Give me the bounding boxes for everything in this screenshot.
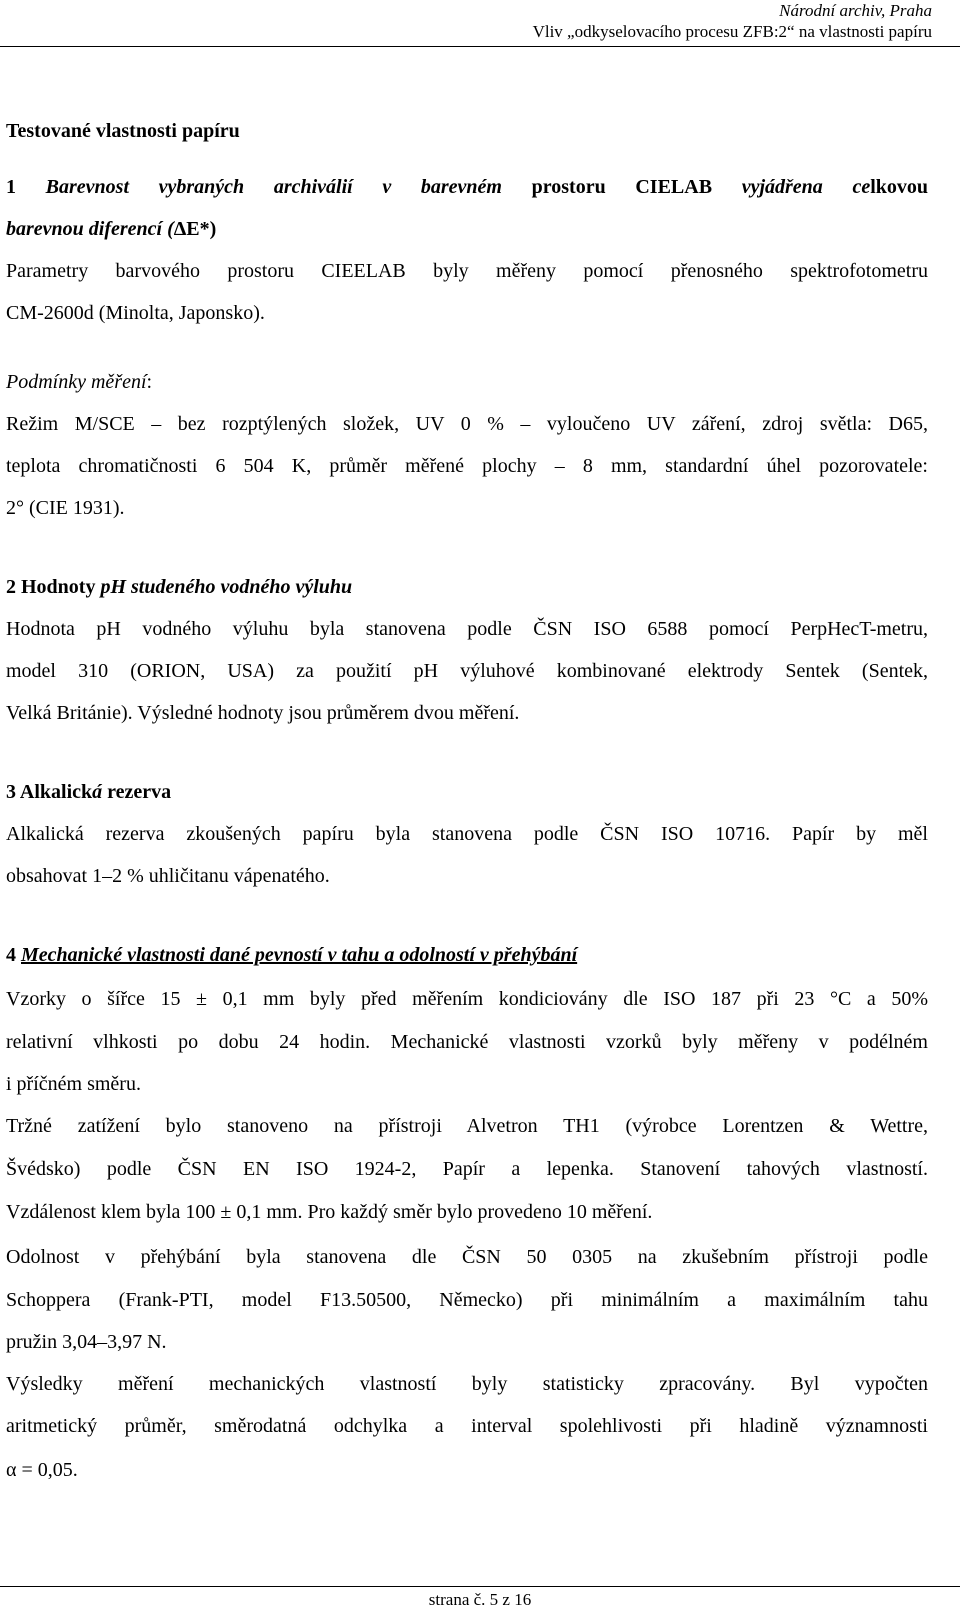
paragraph-line: CM-2600d (Minolta, Japonsko). xyxy=(6,302,265,324)
paragraph-line: Vzorky o šířce 15 ± 0,1 mm byly před měřením kondiciovány dle ISO 187 při 23 °C a 50% xyxy=(6,988,928,1010)
page-number: strana č. 5 z 16 xyxy=(428,1590,532,1609)
paragraph-line: 2° (CIE 1931). xyxy=(6,497,125,519)
header-divider xyxy=(0,46,960,47)
header-document-title: Vliv „odkyselovacího procesu ZFB:2“ na vlastnosti papíru xyxy=(532,22,932,41)
paragraph-line: teplota chromatičnosti 6 504 K, průměr měřené plochy – 8 mm, standardní úhel pozorovatele: xyxy=(6,455,928,477)
paragraph-line: Schoppera (Frank-PTI, model F13.50500, Německo) při minimálním a maximálním tahu xyxy=(6,1289,928,1311)
section-1-heading: 1 Barevnost vybraných archiválií v barevném prostoru CIELAB vyjádřena celkovou xyxy=(6,176,929,198)
page-title: Testované vlastnosti papíru xyxy=(6,120,240,142)
paragraph-line: Parametry barvového prostoru CIEELAB byly měřeny pomocí přenosného spektrofotometru xyxy=(6,260,928,282)
section-2-heading: 2 Hodnoty pH studeného vodného výluhu xyxy=(6,576,353,598)
paragraph-line: Alkalická rezerva zkoušených papíru byla stanovena podle ČSN ISO 10716. Papír by měl xyxy=(6,823,928,845)
paragraph-line: obsahovat 1–2 % uhličitanu vápenatého. xyxy=(6,865,330,887)
paragraph-line: Odolnost v přehýbání byla stanovena dle ČSN 50 0305 na zkušebním přístroji podle xyxy=(6,1246,928,1268)
paragraph-line: α = 0,05. xyxy=(6,1459,78,1481)
section-1-heading-cont: barevnou diferencí (ΔE*) xyxy=(6,218,217,240)
paragraph-line: Tržné zatížení bylo stanoveno na přístroji Alvetron TH1 (výrobce Lorentzen & Wettre, xyxy=(6,1115,928,1137)
header-institution: Národní archiv, Praha xyxy=(779,1,932,20)
paragraph-line: pružin 3,04–3,97 N. xyxy=(6,1331,167,1353)
paragraph-line: aritmetický průměr, směrodatná odchylka a interval spolehlivosti při hladině významnosti xyxy=(6,1415,928,1437)
section-4-heading: 4 Mechanické vlastnosti dané pevností v tahu a odolností v přehýbání xyxy=(6,944,578,966)
paragraph-line: Hodnota pH vodného výluhu byla stanovena podle ČSN ISO 6588 pomocí PerpHecT-metru, xyxy=(6,618,928,640)
paragraph-line: Švédsko) podle ČSN EN ISO 1924-2, Papír a lepenka. Stanovení tahových vlastností. xyxy=(6,1158,928,1180)
paragraph-line: Vzdálenost klem byla 100 ± 0,1 mm. Pro každý směr bylo provedeno 10 měření. xyxy=(6,1201,653,1223)
footer-divider xyxy=(0,1586,960,1587)
paragraph-line: i příčném směru. xyxy=(6,1073,141,1095)
paragraph-line: Režim M/SCE – bez rozptýlených složek, UV 0 % – vyloučeno UV záření, zdroj světla: D65, xyxy=(6,413,928,435)
paragraph-line: relativní vlhkosti po dobu 24 hodin. Mechanické vlastnosti vzorků byly měřeny v podélném xyxy=(6,1031,928,1053)
paragraph-line: Výsledky měření mechanických vlastností byly statisticky zpracovány. Byl vypočten xyxy=(6,1373,928,1395)
section-3-heading: 3 Alkalická rezerva xyxy=(6,781,172,803)
conditions-heading: Podmínky měření: xyxy=(6,371,153,393)
paragraph-line: model 310 (ORION, USA) za použití pH výluhové kombinované elektrody Sentek (Sentek, xyxy=(6,660,928,682)
paragraph-line: Velká Británie). Výsledné hodnoty jsou průměrem dvou měření. xyxy=(6,702,520,724)
